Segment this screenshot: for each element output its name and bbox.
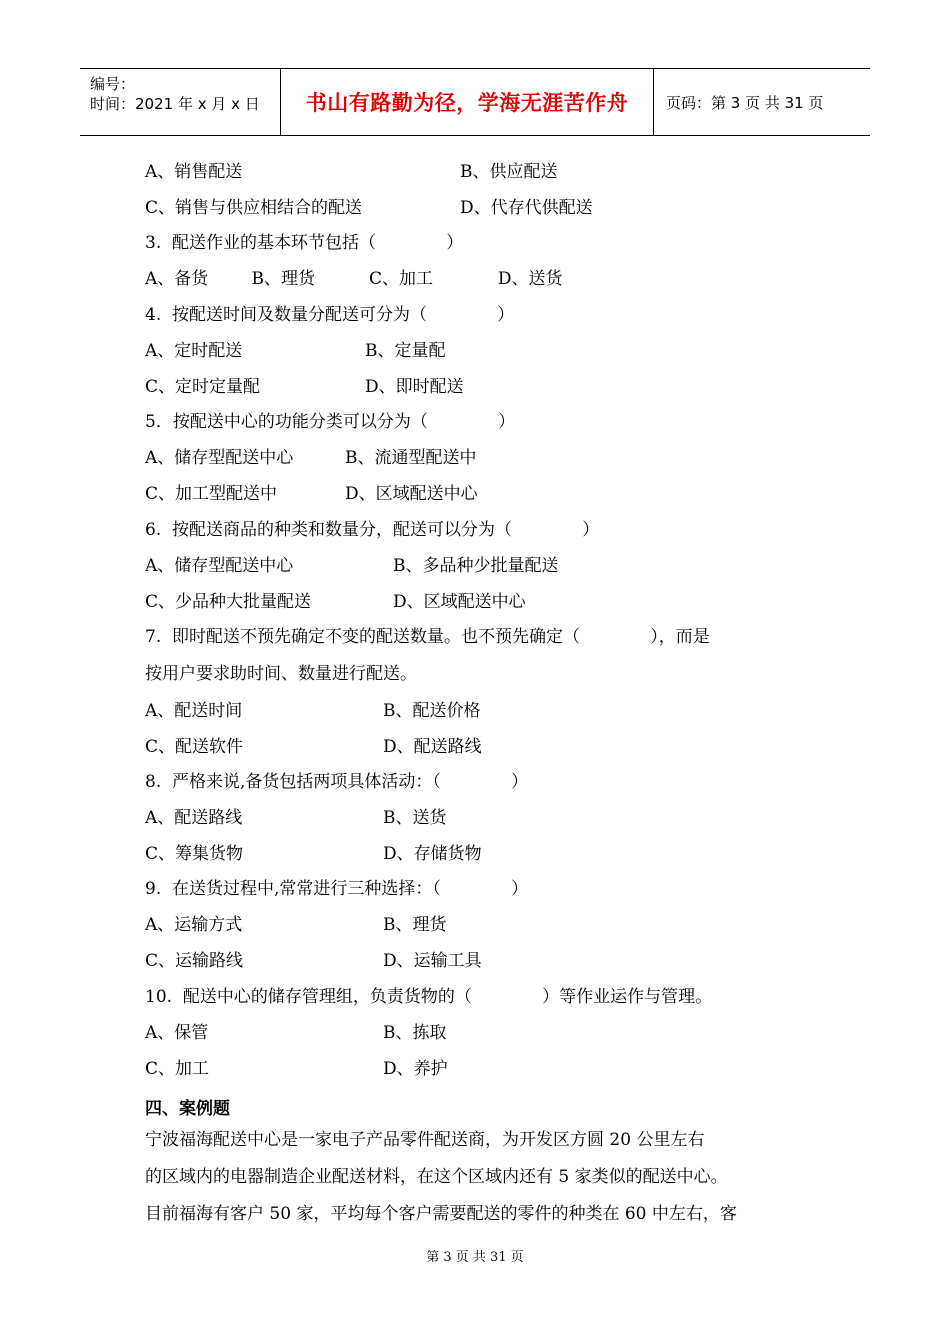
q7-option-a: A、配送时间 [145,701,243,721]
q5-option-d: D、区域配送中心 [345,484,478,504]
case-paragraph-line3: 目前福海有客户 50 家，平均每个客户需要配送的零件的种类在 60 中左右，客 [145,1204,737,1224]
q7-option-d: D、配送路线 [383,737,482,757]
q4-text: 4. 按配送时间及数量分配送可分为（ ） [145,305,515,325]
q8-option-a: A、配送路线 [145,808,243,828]
q4-option-c: C、定时定量配 [145,377,261,397]
q4-option-d: D、即时配送 [365,377,464,397]
page-footer: 第 3 页 共 31 页 [426,1250,524,1265]
q2-option-c: C、销售与供应相结合的配送 [145,198,363,218]
q4-option-b: B、定量配 [365,341,446,361]
q6-option-b: B、多品种少批量配送 [393,556,559,576]
q6-text: 6. 按配送商品的种类和数量分，配送可以分为（ ） [145,520,600,540]
date-label: 时间：2021 年 x 月 x 日 [90,95,260,113]
section-title-case: 四、案例题 [145,1099,230,1119]
q2-option-d: D、代存代供配送 [460,198,593,218]
q4-option-a: A、定时配送 [145,341,243,361]
q10-option-d: D、养护 [383,1059,448,1079]
q9-option-c: C、运输路线 [145,951,244,971]
case-paragraph-line2: 的区域内的电器制造企业配送材料，在这个区域内还有 5 家类似的配送中心。 [145,1167,728,1187]
q6-option-d: D、区域配送中心 [393,592,526,612]
q8-text: 8. 严格来说,备货包括两项具体活动：（ ） [145,772,529,792]
q3-options: A、备货 B、理货 C、加工 D、送货 [145,269,563,289]
q8-option-c: C、筹集货物 [145,844,244,864]
q10-option-c: C、加工 [145,1059,210,1079]
q9-option-a: A、运输方式 [145,915,243,935]
page-label: 页码：第 3 页 共 31 页 [666,93,824,112]
q10-option-a: A、保管 [145,1023,209,1043]
q6-option-a: A、储存型配送中心 [145,556,294,576]
q6-option-c: C、少品种大批量配送 [145,592,312,612]
number-label: 编号： [90,75,136,93]
q7-option-b: B、配送价格 [383,701,481,721]
q7-text-line1: 7. 即时配送不预先确定不变的配送数量。也不预先确定（ ），而是 [145,627,710,647]
q9-option-b: B、理货 [383,915,447,935]
q2-option-a: A、销售配送 [145,162,243,182]
case-paragraph-line1: 宁波福海配送中心是一家电子产品零件配送商，为开发区方圆 20 公里左右 [145,1130,705,1150]
q8-option-d: D、存储货物 [383,844,482,864]
q5-option-c: C、加工型配送中 [145,484,278,504]
q10-text: 10. 配送中心的储存管理组，负责货物的（ ）等作业运作与管理。 [145,987,713,1007]
q9-text: 9. 在送货过程中,常常进行三种选择：（ ） [145,879,529,899]
q9-option-d: D、运输工具 [383,951,482,971]
q8-option-b: B、送货 [383,808,447,828]
q3-text: 3. 配送作业的基本环节包括（ ） [145,233,464,253]
q5-text: 5．按配送中心的功能分类可以分为（ ） [145,412,516,432]
q5-option-b: B、流通型配送中 [345,448,477,468]
q10-option-b: B、拣取 [383,1023,447,1043]
motto-text: 书山有路勤为径，学海无涯苦作舟 [305,91,629,115]
q5-option-a: A、储存型配送中心 [145,448,294,468]
q7-text-line2: 按用户要求助时间、数量进行配送。 [145,664,417,684]
q7-option-c: C、配送软件 [145,737,244,757]
q2-option-b: B、供应配送 [460,162,558,182]
